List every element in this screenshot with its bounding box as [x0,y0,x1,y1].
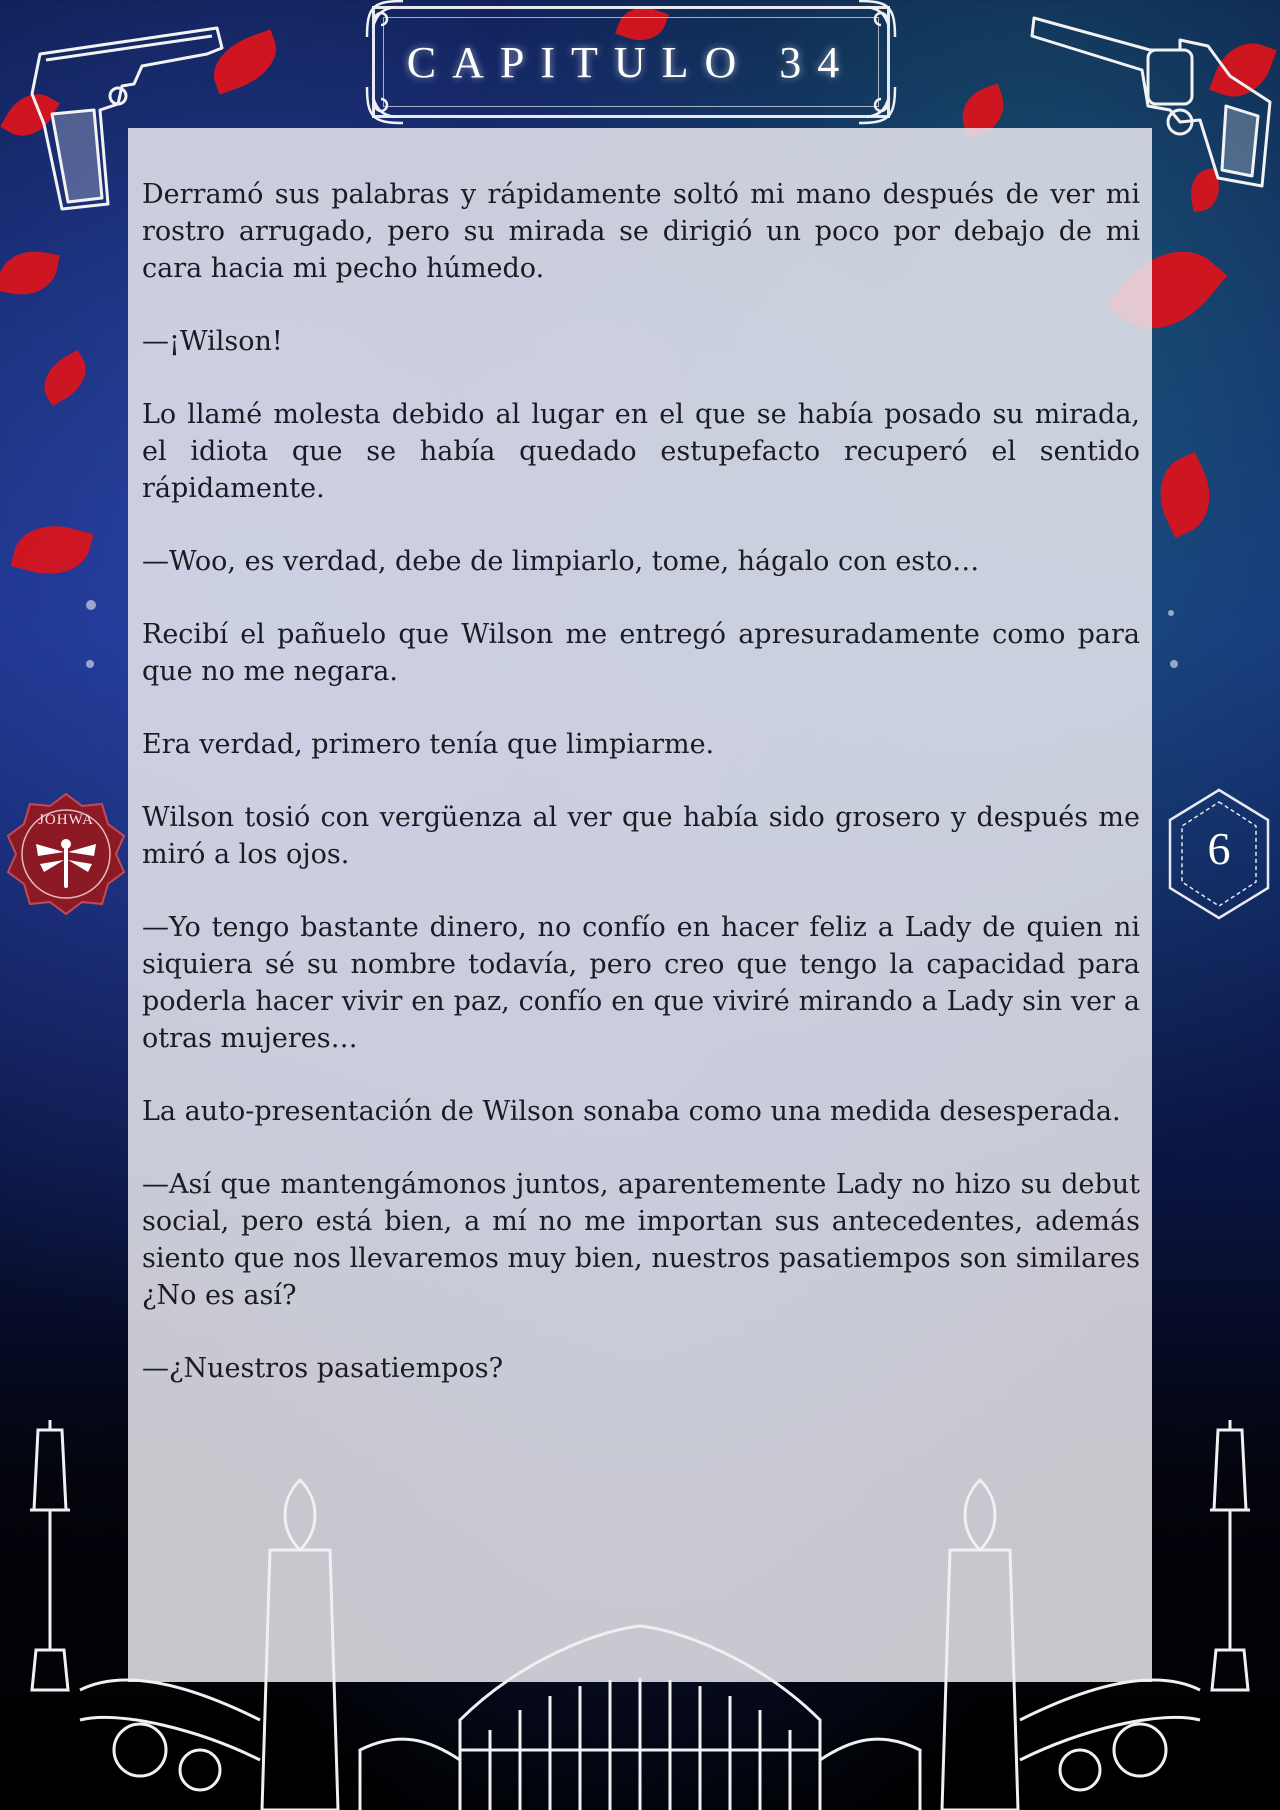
bokeh-light [1170,660,1178,668]
bokeh-light [86,600,96,610]
ornament-icon [363,81,409,127]
paragraph: Recibí el pañuelo que Wilson me entregó apresuradamente como para que no me negara. [142,619,1140,687]
paragraph: Era verdad, primero tenía que limpiarme. [142,729,715,760]
paragraph: —Woo, es verdad, debe de limpiarlo, tome, hágalo con esto… [142,546,980,577]
chapter-title: CAPITULO 34 [406,37,856,87]
ornament-icon [853,81,899,127]
rose-petal-icon [34,350,95,406]
street-lamp-icon [1210,1420,1250,1690]
rose-petal-icon [0,245,60,300]
paragraph: —Así que mantengámonos juntos, aparentemente Lady no hizo su debut social, pero está bien, a mí no me importan sus antecedentes, además siento que nos llevaremos muy bien, nuestros pasatiempos son similares ¿No es así? [142,1169,1140,1311]
dragonfly-icon [34,834,98,890]
bokeh-light [1168,610,1174,616]
page-number: 6 [1207,823,1231,874]
ornament-icon [363,0,409,43]
ornament-icon [853,0,899,43]
street-lamp-icon [30,1420,70,1690]
paragraph: —Yo tengo bastante dinero, no confío en hacer feliz a Lady de quien ni siquiera sé su nombre todavía, pero creo que tengo la capacidad para poderla hacer vivir en paz, confío en que viviré mirando a Lady sin ver a otras mujeres… [142,912,1140,1054]
johwa-badge [4,792,128,916]
badge-label: JOHWA [38,812,94,828]
bokeh-light [86,660,94,668]
paragraph: —¿Nuestros pasatiempos? [142,1353,504,1384]
paragraph: Derramó sus palabras y rápidamente soltó mi mano después de ver mi rostro arrugado, pero su mirada se dirigió un poco por debajo de mi cara hacia mi pecho húmedo. [142,179,1140,284]
page-number-badge [1156,786,1280,922]
rose-petal-icon [10,516,93,585]
rose-petal-icon [1146,452,1225,538]
paragraph: Wilson tosió con vergüenza al ver que había sido grosero y después me miró a los ojos. [142,802,1140,870]
paragraph: Lo llamé molesta debido al lugar en el que se había posado su mirada, el idiota que se había quedado estupefacto recuperó el sentido rápidamente. [142,399,1140,504]
paragraph: La auto-presentación de Wilson sonaba como una medida desesperada. [142,1096,1121,1127]
paragraph: —¡Wilson! [142,326,283,357]
chapter-title-frame [372,6,890,118]
iron-gate-icon [0,1390,1280,1810]
